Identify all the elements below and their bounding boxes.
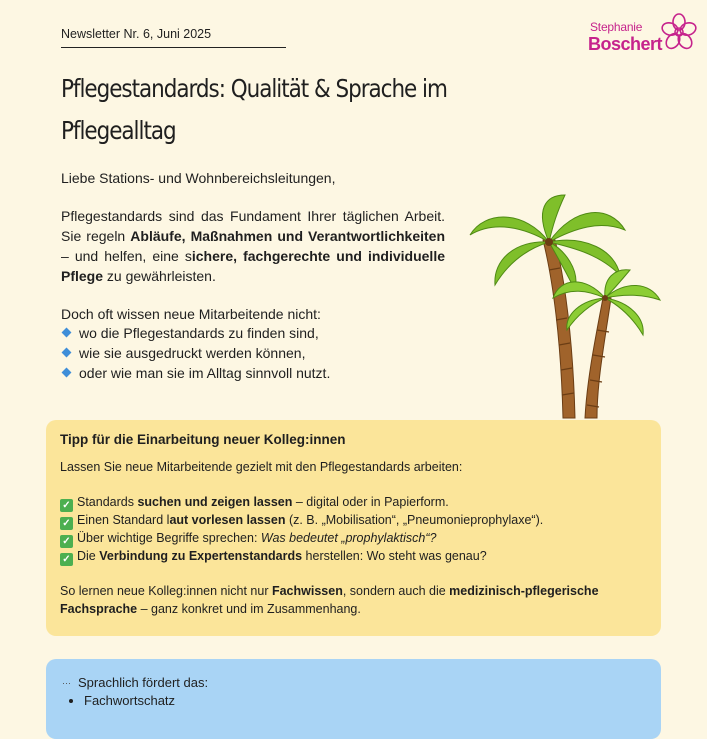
speech-icon: ⋯ xyxy=(62,678,71,688)
tip-item: ✓ Über wichtige Begriffe sprechen: Was bedeutet „prophylaktisch“? xyxy=(60,529,436,548)
flower-logo-icon xyxy=(659,12,699,52)
language-box xyxy=(46,659,661,739)
list-item: • Fachwortschatz xyxy=(84,693,175,708)
diamond-bullet-icon xyxy=(62,368,72,378)
brand-logo xyxy=(585,12,695,58)
tip-intro: Lassen Sie neue Mitarbeitende gezielt mit den Pflegestandards arbeiten: xyxy=(60,460,463,474)
greeting: Liebe Stations- und Wohnbereichsleitungen, xyxy=(61,170,336,186)
logo-last-name: Boschert xyxy=(588,34,663,54)
intro-paragraph: Pflegestandards sind das Fundament Ihrer täglichen Arbeit. Sie regeln Abläufe, Maßnahmen und Verantwortlichkeiten – und helfen, eine sichere, fachgerechte und individuelle Pflege zu gewährleisten. xyxy=(61,208,445,284)
lead-sentence: Doch oft wissen neue Mitarbeitende nicht: xyxy=(61,306,321,322)
logo-first-name: Stephanie xyxy=(590,20,643,34)
tip-item: ✓ Standards suchen und zeigen lassen – digital oder in Papierform. xyxy=(60,493,449,512)
tip-item: ✓ Die Verbindung zu Expertenstandards herstellen: Wo steht was genau? xyxy=(60,547,487,566)
problem-list xyxy=(61,323,330,383)
list-item: wie sie ausgedruckt werden können, xyxy=(61,343,330,363)
list-item: oder wie man sie im Alltag sinnvoll nutzt. xyxy=(61,363,330,383)
tip-item: ✓ Einen Standard laut vorlesen lassen (z. B. „Mobilisation“, „Pneumonieprophylaxe“). xyxy=(60,511,543,530)
language-box-title: ⋯ Sprachlich fördert das: xyxy=(62,675,209,690)
check-mark-icon: ✓ xyxy=(60,517,73,530)
language-list xyxy=(84,693,175,708)
diamond-bullet-icon xyxy=(62,348,72,358)
check-mark-icon: ✓ xyxy=(60,553,73,566)
palm-trees-illustration xyxy=(465,190,665,420)
check-mark-icon: ✓ xyxy=(60,499,73,512)
newsletter-issue: Newsletter Nr. 6, Juni 2025 xyxy=(61,27,286,48)
tip-title: Tipp für die Einarbeitung neuer Kolleg:innen xyxy=(60,432,346,447)
tip-outro: So lernen neue Kolleg:innen nicht nur Fachwissen, sondern auch die medizinisch-pflegerische Fachsprache – ganz konkret und im Zusammenhang. xyxy=(60,584,599,616)
diamond-bullet-icon xyxy=(62,328,72,338)
page-title: Pflegestandards: Qualität & Sprache im Pflegealltag xyxy=(61,74,447,145)
list-item: wo die Pflegestandards zu finden sind, xyxy=(61,323,330,343)
tip-box xyxy=(46,420,661,636)
check-mark-icon: ✓ xyxy=(60,535,73,548)
